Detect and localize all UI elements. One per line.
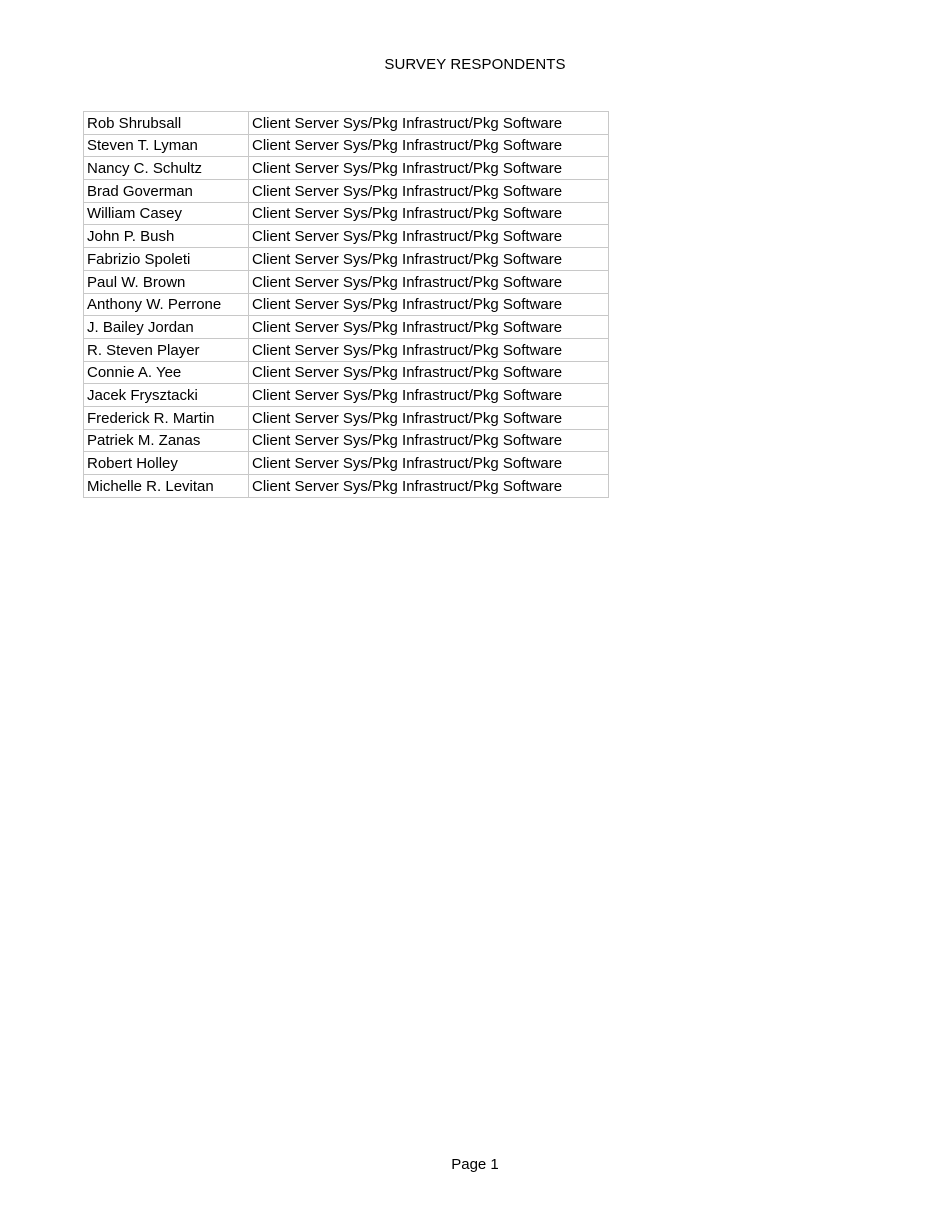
respondent-name: J. Bailey Jordan	[84, 316, 249, 339]
respondent-category: Client Server Sys/Pkg Infrastruct/Pkg Software	[249, 202, 609, 225]
respondent-name: William Casey	[84, 202, 249, 225]
table-row	[84, 180, 609, 203]
respondent-category: Client Server Sys/Pkg Infrastruct/Pkg Software	[249, 293, 609, 316]
respondent-category: Client Server Sys/Pkg Infrastruct/Pkg Software	[249, 134, 609, 157]
table-row	[84, 406, 609, 429]
respondent-category: Client Server Sys/Pkg Infrastruct/Pkg Software	[249, 338, 609, 361]
table-row	[84, 429, 609, 452]
respondent-name: Jacek Frysztacki	[84, 384, 249, 407]
respondent-category: Client Server Sys/Pkg Infrastruct/Pkg Software	[249, 225, 609, 248]
table-row	[84, 134, 609, 157]
table-row	[84, 452, 609, 475]
respondent-name: Frederick R. Martin	[84, 406, 249, 429]
respondent-name: Patriek M. Zanas	[84, 429, 249, 452]
table-row	[84, 338, 609, 361]
respondent-name: Robert Holley	[84, 452, 249, 475]
respondent-category: Client Server Sys/Pkg Infrastruct/Pkg Software	[249, 429, 609, 452]
respondent-category: Client Server Sys/Pkg Infrastruct/Pkg Software	[249, 157, 609, 180]
respondent-name: Connie A. Yee	[84, 361, 249, 384]
respondent-name: Anthony W. Perrone	[84, 293, 249, 316]
table-row	[84, 316, 609, 339]
respondent-name: Nancy C. Schultz	[84, 157, 249, 180]
table-row	[84, 112, 609, 135]
respondent-category: Client Server Sys/Pkg Infrastruct/Pkg Software	[249, 361, 609, 384]
respondent-category: Client Server Sys/Pkg Infrastruct/Pkg Software	[249, 452, 609, 475]
table-row	[84, 157, 609, 180]
table-row	[84, 475, 609, 498]
respondent-category: Client Server Sys/Pkg Infrastruct/Pkg Software	[249, 180, 609, 203]
respondent-name: Rob Shrubsall	[84, 112, 249, 135]
table-row	[84, 270, 609, 293]
respondent-category: Client Server Sys/Pkg Infrastruct/Pkg Software	[249, 384, 609, 407]
table-row	[84, 248, 609, 271]
respondent-category: Client Server Sys/Pkg Infrastruct/Pkg Software	[249, 270, 609, 293]
respondent-category: Client Server Sys/Pkg Infrastruct/Pkg Software	[249, 475, 609, 498]
respondent-category: Client Server Sys/Pkg Infrastruct/Pkg Software	[249, 248, 609, 271]
respondent-name: R. Steven Player	[84, 338, 249, 361]
table-row	[84, 293, 609, 316]
respondent-category: Client Server Sys/Pkg Infrastruct/Pkg Software	[249, 316, 609, 339]
respondent-name: Michelle R. Levitan	[84, 475, 249, 498]
respondent-category: Client Server Sys/Pkg Infrastruct/Pkg Software	[249, 406, 609, 429]
table-row	[84, 384, 609, 407]
respondent-category: Client Server Sys/Pkg Infrastruct/Pkg Software	[249, 112, 609, 135]
respondent-name: Brad Goverman	[84, 180, 249, 203]
respondent-name: Paul W. Brown	[84, 270, 249, 293]
page-title: SURVEY RESPONDENTS	[384, 56, 566, 73]
respondent-name: Steven T. Lyman	[84, 134, 249, 157]
table-row	[84, 202, 609, 225]
table-row	[84, 361, 609, 384]
respondent-name: Fabrizio Spoleti	[84, 248, 249, 271]
respondents-table	[83, 111, 609, 498]
table-row	[84, 225, 609, 248]
page-number: Page 1	[451, 1156, 499, 1173]
respondent-name: John P. Bush	[84, 225, 249, 248]
